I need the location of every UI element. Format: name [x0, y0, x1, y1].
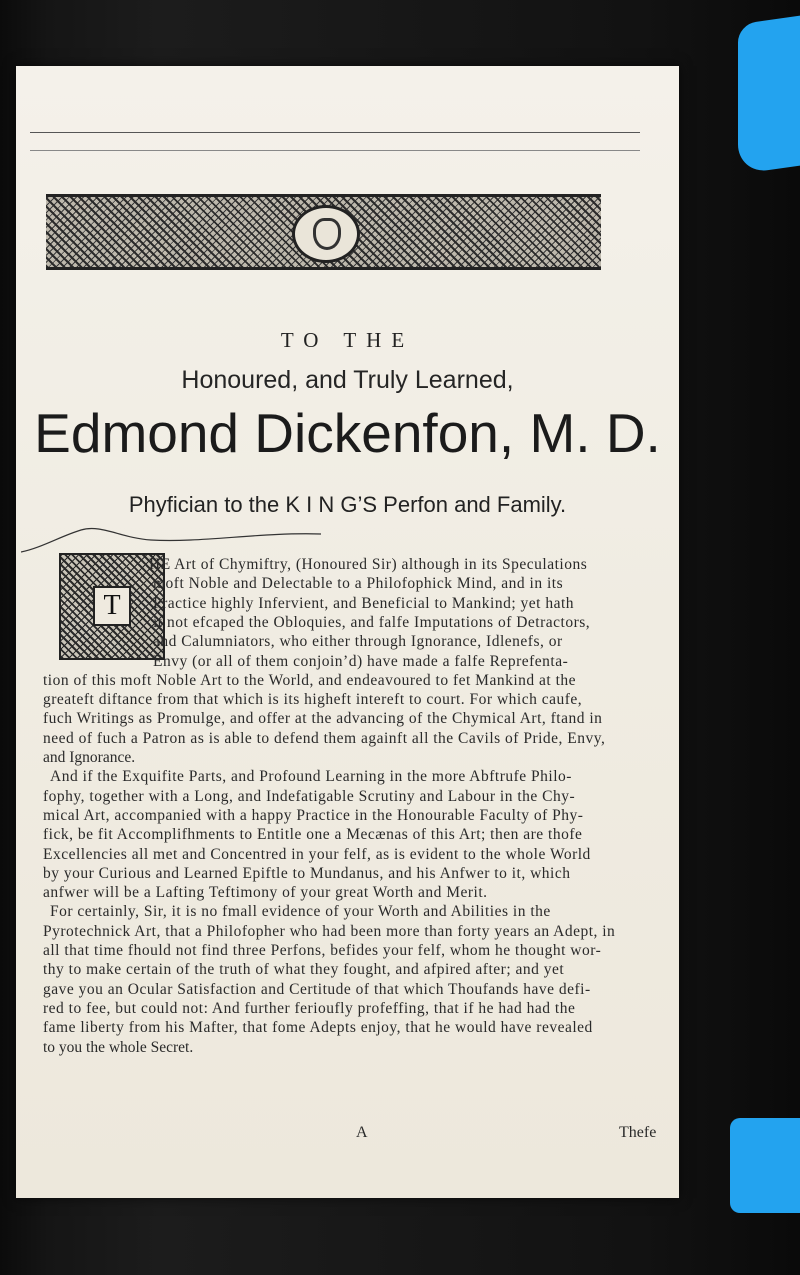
dedicatee-name: Edmond Dickenfon, M. D. — [34, 402, 661, 464]
text-line: it not efcaped the Obloquies, and falfe Imputations of Detractors, — [153, 613, 591, 631]
text-line: fuch Writings as Promulge, and offer at the advancing of the Chymical Art, ftand in — [43, 710, 603, 728]
text-line: Envy (or all of them conjoin’d) have made a falfe Reprefenta- — [153, 652, 569, 670]
dedicatee-title: Phyfician to the K I N G’S Perfon and Family. — [128, 492, 567, 517]
top-rule-secondary — [30, 150, 640, 151]
dedication-honoured: Honoured, and Truly Learned, — [181, 366, 514, 394]
flourish-ornament — [21, 518, 541, 558]
text-line: fick, be fit Accomplifhments to Entitle one a Mecænas of this Art; then are thofe — [43, 826, 583, 844]
text-line: For certainly, Sir, it is no fmall evidence of your Worth and Abilities in the — [50, 903, 551, 921]
text-line: to you the whole Secret. — [43, 1038, 194, 1056]
text-line: tion of this moft Noble Art to the World, and endeavoured to fet Mankind at the — [43, 671, 577, 689]
text-line: HE Art of Chymiftry, (Honoured Sir) although in its Speculations — [149, 556, 588, 573]
text-line: fophy, together with a Long, and Indefatigable Scrutiny and Labour in the Chy- — [43, 787, 576, 805]
signature-mark: A — [356, 1124, 368, 1141]
text-line: Excellencies all met and Concentred in your felf, as is evident to the whole World — [43, 845, 591, 863]
text-line: all that time fhould not find three Perfons, befides your felf, whom he thought wor- — [43, 942, 602, 959]
text-line: fame liberty from his Mafter, that fome Adepts enjoy, that he would have revealed — [43, 1019, 593, 1037]
dedication-to-the: TO THE — [280, 328, 415, 352]
scanner-tab-top — [738, 16, 800, 175]
initial-letter: T — [93, 586, 131, 626]
catchword: Thefe — [619, 1124, 657, 1141]
text-line: gave you an Ocular Satisfaction and Certitude of that which Thoufands have defi- — [43, 980, 591, 998]
scanner-tab-bottom — [730, 1118, 800, 1213]
text-line: greateft diftance from that which is its higheft intereft to court. For which caufe, — [43, 691, 583, 709]
headpiece-medallion — [292, 205, 360, 263]
text-line: red to fee, but could not: And further ferioufly profeffing, that if he had had the — [43, 999, 576, 1017]
text-line: moft Noble and Delectable to a Philofophick Mind, and in its — [153, 575, 564, 593]
text-line: by your Curious and Learned Epiftle to Mundanus, and his Anfwer to it, which — [43, 864, 571, 882]
text-line: mical Art, accompanied with a happy Practice in the Honourable Faculty of Phy- — [43, 806, 584, 824]
text-line: And if the Exquifite Parts, and Profound Learning in the more Abftrufe Philo- — [50, 768, 572, 786]
book-page — [16, 66, 679, 1198]
text-line: thy to make certain of the truth of what they fought, and afpired after; and yet — [43, 961, 565, 979]
top-rule — [30, 132, 640, 133]
text-line: and Calumniators, who either through Ignorance, Idlenefs, or — [153, 633, 563, 651]
text-line: need of fuch a Patron as is able to defend them againft all the Cavils of Pride, Envy, — [43, 729, 606, 747]
text-line: Pyrotechnick Art, that a Philofopher who had been more than forty years an Adept, in — [43, 922, 616, 940]
text-line: and Ignorance. — [43, 749, 136, 766]
ornamental-headpiece-icon — [46, 194, 601, 270]
text-line: anfwer will be a Lafting Teftimony of your great Worth and Merit. — [43, 884, 488, 902]
text-line: Practice highly Infervient, and Beneficial to Mankind; yet hath — [153, 594, 575, 612]
